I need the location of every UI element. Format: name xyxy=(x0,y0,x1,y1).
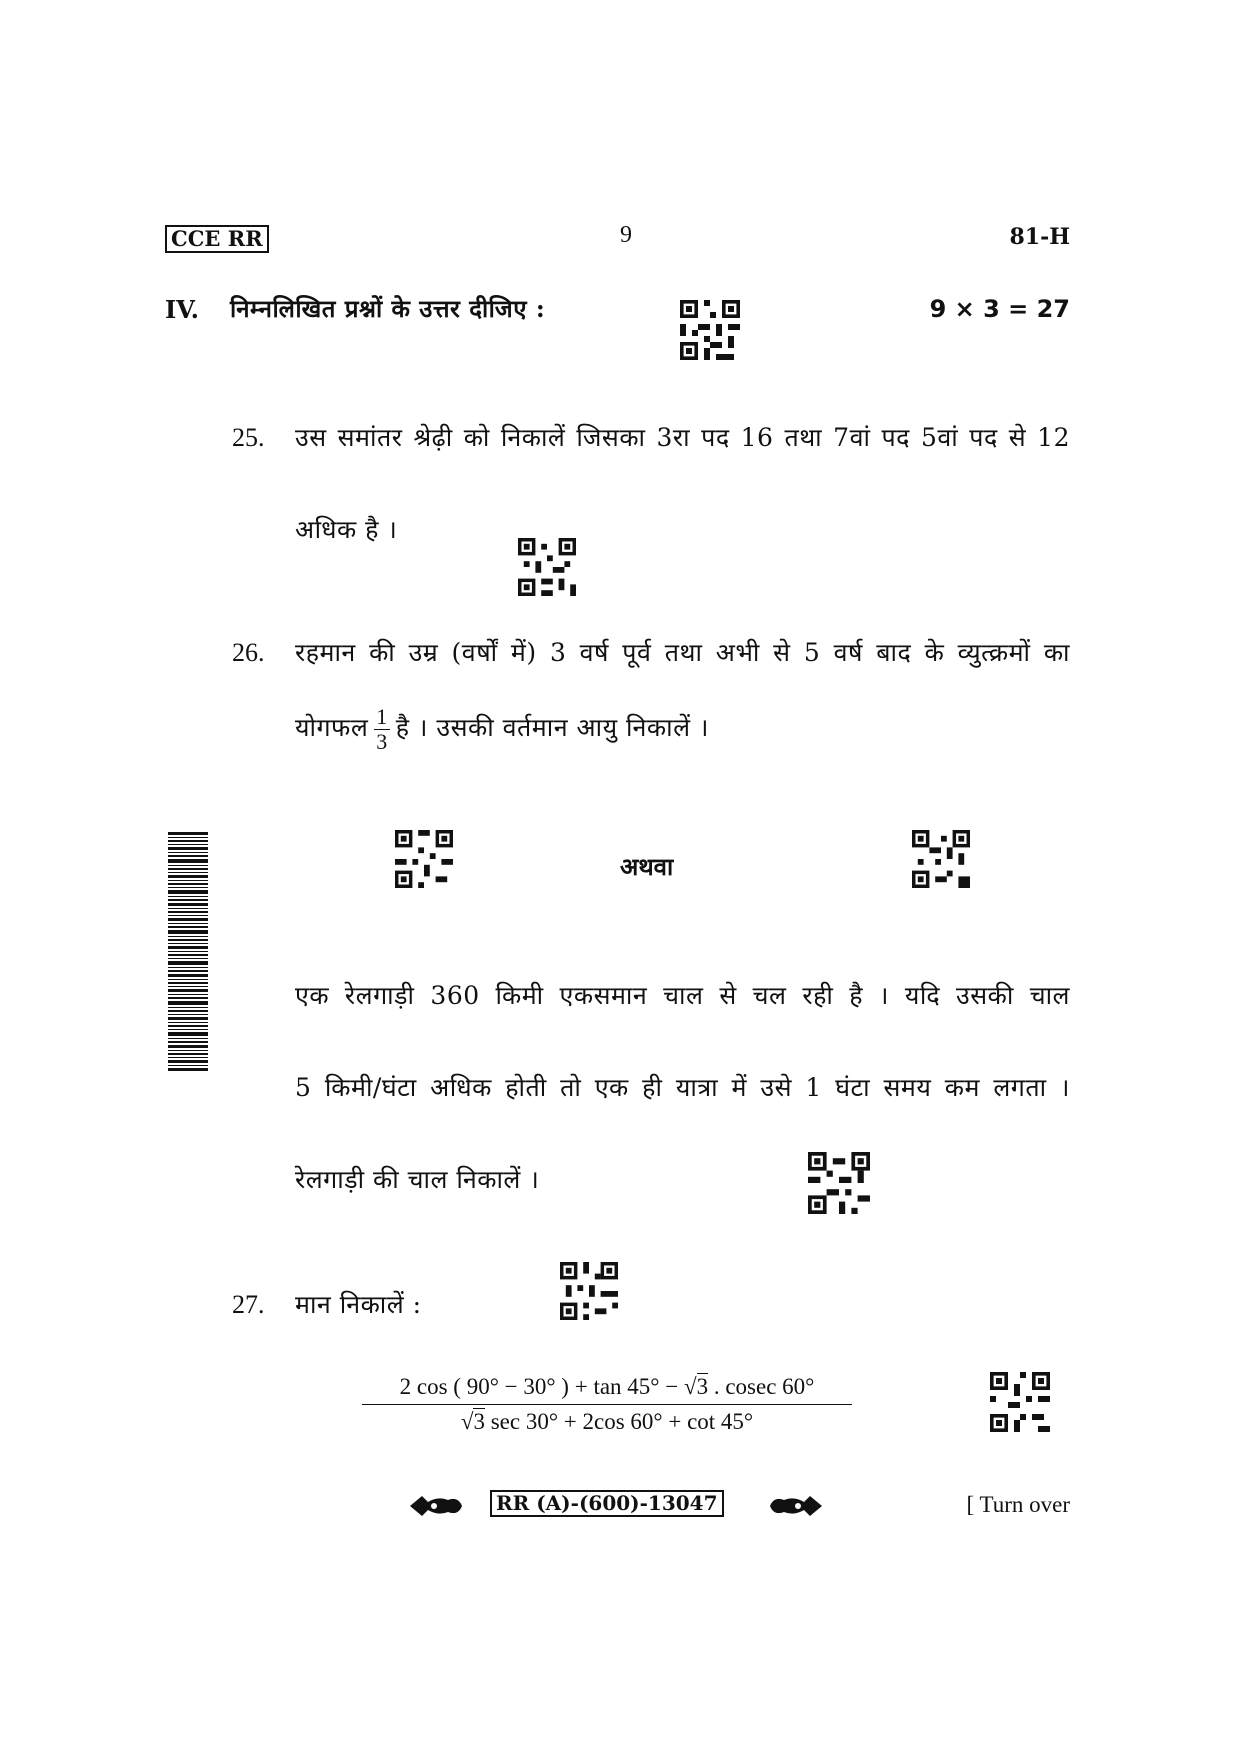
trig-expression xyxy=(362,1374,852,1435)
turn-over-text: [ Turn over xyxy=(966,1492,1070,1517)
section-instruction: निम्नलिखित प्रश्नों के उत्तर दीजिए : xyxy=(230,294,546,323)
numerator-part-b: . cosec 60° xyxy=(713,1374,815,1399)
header-right-code: 81-H xyxy=(1009,224,1070,250)
numerator-part-a: 2 cos ( 90° − 30° ) + tan 45° − xyxy=(399,1374,679,1399)
ornament-right-icon xyxy=(768,1492,824,1520)
qr-code-icon xyxy=(912,830,970,888)
qr-code-icon xyxy=(560,1262,618,1320)
sqrt-symbol: √3 xyxy=(460,1409,485,1434)
qr-code-icon xyxy=(680,300,740,360)
qr-code-icon xyxy=(560,1262,618,1320)
qr-code-icon xyxy=(518,538,576,596)
ornament-left-icon xyxy=(408,1492,464,1520)
question-26-line-1: रहमान की उम्र (वर्षों में) 3 वर्ष पूर्व तथा अभी से 5 वर्ष बाद के व्युत्क्रमों का xyxy=(295,638,1070,667)
question-25-line-2: अधिक है । xyxy=(295,515,398,544)
page-number: 9 xyxy=(620,222,632,248)
qr-code-icon xyxy=(680,300,740,360)
numerator-root-value: 3 xyxy=(696,1374,709,1399)
denominator-root-value: 3 xyxy=(473,1409,485,1434)
qr-code-icon xyxy=(395,830,453,888)
fraction-numerator: 1 xyxy=(376,704,388,729)
footer-code: RR (A)-(600)-13047 xyxy=(490,1490,724,1517)
question-25-number: 25. xyxy=(232,423,265,452)
denominator-part-b: sec 30° + 2cos 60° + cot 45° xyxy=(490,1409,754,1434)
question-27-text: मान निकालें : xyxy=(295,1290,422,1319)
qr-code-icon xyxy=(808,1152,870,1214)
qr-code-icon xyxy=(990,1372,1050,1432)
barcode-icon xyxy=(168,832,208,1072)
fraction-one-third xyxy=(374,705,390,754)
question-25-line-1: उस समांतर श्रेढ़ी को निकालें जिसका 3रा पद 16 तथा 7वां पद 5वां पद से 12 xyxy=(295,423,1070,452)
question-26-alt-line-2: 5 किमी/घंटा अधिक होती तो एक ही यात्रा में उसे 1 घंटा समय कम लगता । xyxy=(295,1073,1070,1102)
qr-code-icon xyxy=(518,538,576,596)
sqrt-symbol: √3 xyxy=(683,1374,709,1399)
question-26-alt-line-1: एक रेलगाड़ी 360 किमी एकसमान चाल से चल रही है । यदि उसकी चाल xyxy=(295,981,1070,1010)
q26-line2-pre: योगफल xyxy=(295,713,369,743)
qr-code-icon xyxy=(808,1152,870,1214)
q26-line2-post: है । उसकी वर्तमान आयु निकालें । xyxy=(395,713,709,743)
fraction-denominator: 3 xyxy=(376,729,388,755)
ornament-right-icon xyxy=(768,1492,824,1520)
or-label: अथवा xyxy=(620,852,674,881)
qr-code-icon xyxy=(990,1372,1050,1432)
question-27-number: 27. xyxy=(232,1290,265,1319)
question-26-line-2 xyxy=(295,705,709,754)
question-26-number: 26. xyxy=(232,638,265,667)
section-marks: 9 × 3 = 27 xyxy=(929,295,1070,323)
ornament-left-icon xyxy=(408,1492,464,1520)
section-label: IV. xyxy=(165,295,200,324)
expression-denominator xyxy=(362,1405,852,1435)
header-left-code: CCE RR xyxy=(165,225,269,253)
barcode-icon xyxy=(168,832,208,1072)
expression-numerator xyxy=(362,1374,852,1405)
qr-code-icon xyxy=(912,830,970,888)
question-26-alt-line-3: रेलगाड़ी की चाल निकालें । xyxy=(295,1165,540,1194)
qr-code-icon xyxy=(395,830,453,888)
